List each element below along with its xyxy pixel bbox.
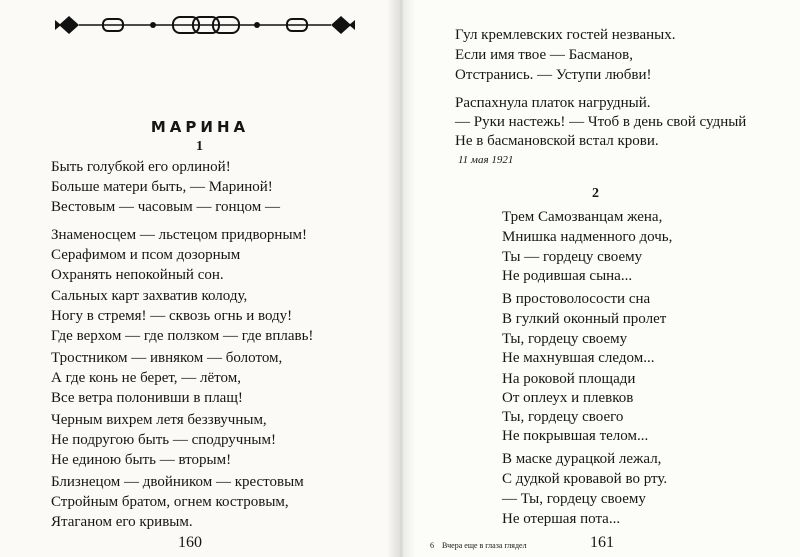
poem-line: В маске дурацкой лежал,: [502, 451, 662, 467]
poem-line: — Ты, гордецу своему: [502, 491, 646, 507]
poem-line: В простоволосости сна: [502, 291, 651, 307]
signature-mark: [430, 541, 527, 550]
poem-line: А где конь не берет, — лётом,: [51, 370, 241, 386]
poem-line: Сальных карт захватив колоду,: [51, 288, 248, 304]
poem-line: Охранять непокойный сон.: [51, 267, 224, 283]
poem-line: На роковой площади: [502, 371, 636, 387]
poem-line: Близнецом — двойником — крестовым: [51, 474, 304, 490]
poem-line: Не покрывшая телом...: [502, 428, 649, 444]
poem-line: Знаменосцем — льстецом придворным!: [51, 227, 308, 243]
poem-line: Ятаганом его кривым.: [51, 514, 193, 530]
poem-line: Ногу в стремя! — сквозь огнь и воду!: [51, 308, 293, 324]
poem-line: Серафимом и псом дозорным: [51, 247, 241, 263]
poem-line: Ты, гордецу своего: [502, 409, 624, 425]
poem-line: В гулкий оконный пролет: [502, 311, 667, 327]
poem-line: От оплеух и плевков: [502, 390, 634, 406]
poem-line: С дудкой кровавой во рту.: [502, 471, 668, 487]
poem-title: МАРИНА: [150, 118, 250, 136]
poem-line: Вестовым — часовым — гонцом —: [51, 199, 281, 215]
poem-line: Трем Самозванцам жена,: [502, 209, 663, 225]
signature-number: 6: [430, 541, 434, 550]
poem-line: Ты — гордецу своему: [502, 249, 643, 265]
poem-line: Стройным братом, огнем костровым,: [51, 494, 289, 510]
poem-line: Не махнувшая следом...: [502, 350, 655, 366]
poem-line: Не единою быть — вторым!: [51, 452, 232, 468]
book-gutter: [386, 0, 416, 557]
poem-line: Ты, гордецу своему: [502, 331, 628, 347]
poem-line: Не подругою быть — сподручным!: [51, 432, 276, 448]
poem-line: Тростником — ивняком — болотом,: [51, 350, 283, 366]
poem-date: 11 мая 1921: [458, 154, 514, 166]
poem-line: — Руки настежь! — Чтоб в день свой судный: [455, 114, 747, 130]
poem-line: Быть голубкой его орлиной!: [51, 159, 231, 175]
poem-line: Больше матери быть, — Мариной!: [51, 179, 273, 195]
poem-line: Если имя твое — Басманов,: [455, 47, 633, 63]
right-page: [400, 0, 800, 557]
chain-ornament-icon: [55, 10, 355, 40]
poem-line: Не отершая пота...: [502, 511, 621, 527]
section-number: 1: [196, 139, 203, 154]
page-number: 160: [178, 534, 202, 551]
poem-line: Отстранись. — Уступи любви!: [455, 67, 652, 83]
poem-line: Гул кремлевских гостей незваных.: [455, 27, 676, 43]
page-number: 161: [590, 534, 614, 551]
poem-line: Черным вихрем летя беззвучным,: [51, 412, 267, 428]
poem-line: Мнишка надменного дочь,: [502, 229, 673, 245]
section-number: 2: [592, 186, 599, 201]
poem-line: Где верхом — где ползком — где вплавь!: [51, 328, 314, 344]
poem-line: Распахнула платок нагрудный.: [455, 95, 651, 111]
poem-line: Все ветра полонивши в плащ!: [51, 390, 243, 406]
poem-line: Не в басмановской встал крови.: [455, 133, 659, 149]
poem-line: Не родившая сына...: [502, 268, 633, 284]
signature-title: Вчера еще в глаза глядел: [442, 541, 527, 550]
